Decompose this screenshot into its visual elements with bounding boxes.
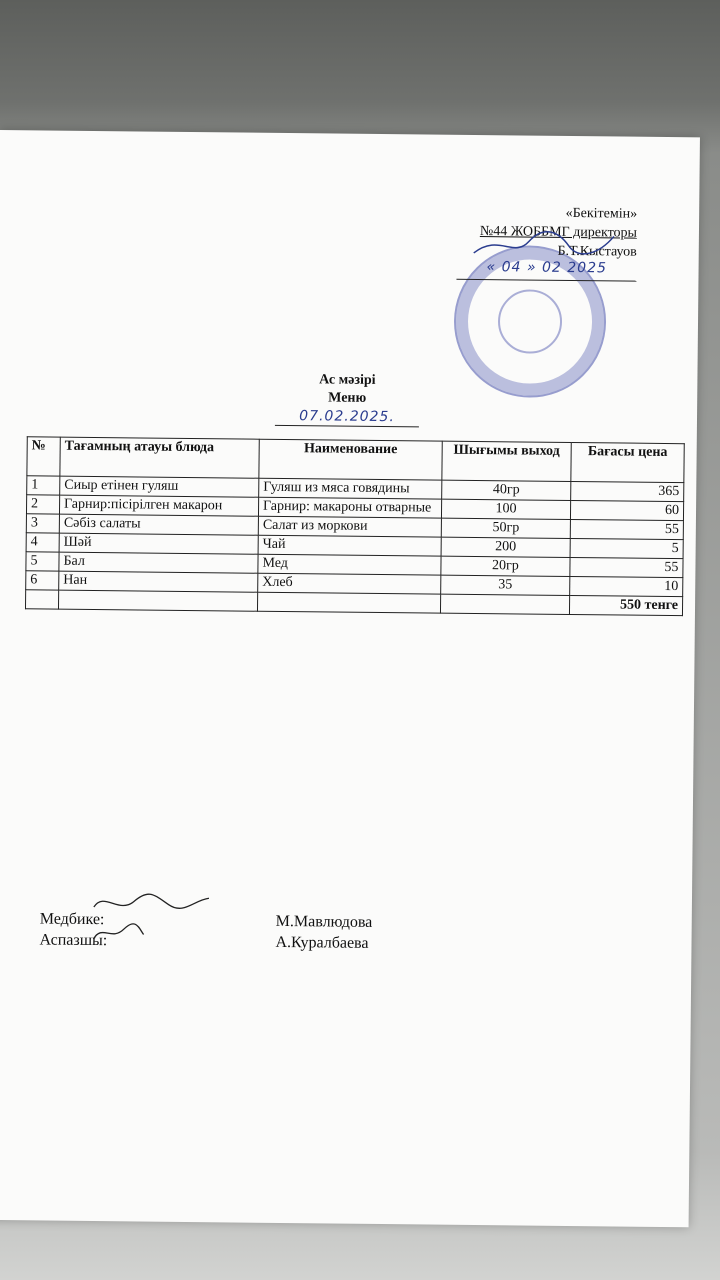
table-header-row <box>27 437 684 483</box>
cell-price: 55 <box>570 519 683 539</box>
cell-name-ru: Гарнир: макароны отварные <box>258 497 441 518</box>
cell-name-kz: Нан <box>59 571 258 592</box>
approval-director-name: Б.Т.Кыстауов <box>557 243 637 260</box>
header-num: № <box>27 437 60 476</box>
cell-name-ru: Хлеб <box>258 573 441 594</box>
cell-name-kz: Сәбіз салаты <box>59 514 258 535</box>
cell-output: 200 <box>441 537 570 557</box>
cell-output: 40гр <box>442 480 571 500</box>
total-price: 550 тенге <box>569 595 682 615</box>
cell-name-ru: Мед <box>258 554 441 575</box>
cell-name-ru: Чай <box>258 535 441 556</box>
cell-output: 50гр <box>441 518 570 538</box>
cell-name-ru: Салат из моркови <box>258 516 441 537</box>
nurse-name: М.Мавлюдова <box>275 912 373 931</box>
cell-num: 5 <box>26 552 59 571</box>
cell-num: 4 <box>26 533 59 552</box>
menu-title-ru: Меню <box>328 390 367 406</box>
cell-output: 100 <box>441 499 570 519</box>
header-name-kz: Тағамның атауы блюда <box>60 437 259 478</box>
header-output: Шығымы выход <box>442 441 571 481</box>
cell-price: 55 <box>570 557 683 577</box>
menu-document <box>0 130 700 1227</box>
approval-position: №44 ЖОББМГ директоры <box>479 224 638 241</box>
cell-output: 20гр <box>441 556 570 576</box>
cell-name-kz: Бал <box>59 552 258 573</box>
cell-num: 1 <box>27 476 60 495</box>
cell-price: 10 <box>570 576 683 596</box>
nurse-label: Медбике: <box>39 910 105 929</box>
cell-num: 6 <box>26 571 59 590</box>
header-name-ru: Наименование <box>259 439 442 480</box>
cell-name-kz: Сиыр етінен гуляш <box>60 476 259 497</box>
menu-title-kz: Ас мәзірі <box>319 372 376 388</box>
header-price: Бағасы цена <box>571 442 684 482</box>
menu-date: 07.02.2025. <box>275 407 419 428</box>
cook-label: Аспазшы: <box>39 931 108 950</box>
cell-price: 365 <box>571 481 684 501</box>
cell-name-kz: Шәй <box>59 533 258 554</box>
cook-name: А.Куралбаева <box>275 933 369 952</box>
cell-num: 2 <box>26 495 59 514</box>
cell-output: 35 <box>441 575 570 595</box>
cell-name-ru: Гуляш из мяса говядины <box>259 478 442 499</box>
approval-heading: «Бекітемін» <box>565 205 638 222</box>
approval-date: « 04 » 02 2025 <box>486 259 608 277</box>
menu-table <box>25 436 685 616</box>
menu-title-block <box>0 368 697 430</box>
cell-price: 60 <box>570 500 683 520</box>
cell-price: 5 <box>570 538 683 558</box>
cell-num: 3 <box>26 514 59 533</box>
director-signature <box>469 223 619 265</box>
cell-name-kz: Гарнир:пісірілген макарон <box>59 495 258 516</box>
